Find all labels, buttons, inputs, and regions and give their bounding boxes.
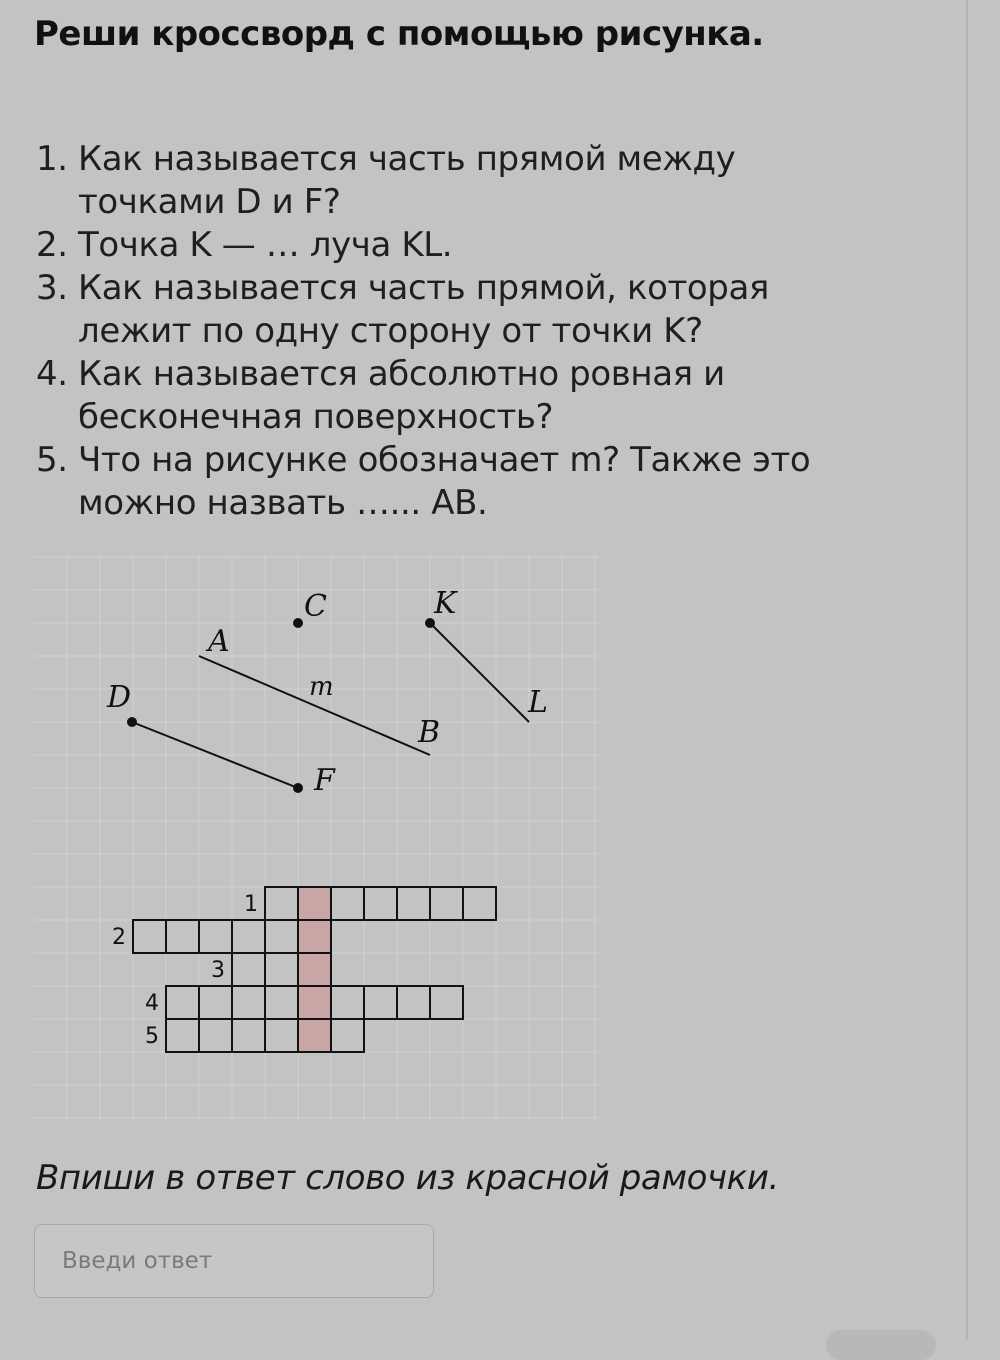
point-d — [127, 717, 137, 727]
crossword-cell-highlighted — [298, 986, 331, 1019]
question-text-line: можно назвать …... AB. — [78, 483, 488, 523]
label-k: K — [434, 586, 457, 621]
crossword-cell — [397, 986, 430, 1019]
task-title: Реши кроссворд с помощью рисунка. — [34, 14, 764, 54]
question-text-line: точками D и F? — [78, 182, 341, 222]
question-number: 2. — [36, 225, 68, 265]
crossword-row-number: 3 — [211, 958, 225, 983]
question-number: 5. — [36, 440, 68, 480]
crossword-cell — [199, 986, 232, 1019]
question-item — [36, 439, 916, 525]
crossword-row-number: 5 — [145, 1024, 159, 1049]
question-number: 1. — [36, 139, 68, 179]
answer-input[interactable] — [34, 1224, 434, 1298]
question-number: 3. — [36, 268, 68, 308]
crossword-cell — [232, 920, 265, 953]
label-m: m — [309, 672, 334, 702]
label-d: D — [107, 680, 132, 715]
crossword-cell — [265, 887, 298, 920]
crossword-cell — [430, 986, 463, 1019]
label-f: F — [314, 763, 335, 798]
answer-instruction: Впиши в ответ слово из красной рамочки. — [36, 1158, 779, 1198]
ray-kl — [430, 623, 529, 722]
crossword-cell-highlighted — [298, 1019, 331, 1052]
crossword-cell — [133, 920, 166, 953]
figure-canvas — [34, 555, 598, 1120]
crossword-cell — [265, 986, 298, 1019]
question-list — [36, 138, 916, 525]
line-m — [199, 656, 430, 755]
crossword-cell — [331, 887, 364, 920]
crossword-cell — [397, 887, 430, 920]
point-c — [293, 618, 303, 628]
crossword-cell — [430, 887, 463, 920]
question-text-line: Как называется часть прямой между — [78, 139, 736, 179]
label-c: C — [304, 589, 327, 624]
crossword-cell — [232, 953, 265, 986]
crossword-cell-highlighted — [298, 887, 331, 920]
crossword-cell-highlighted — [298, 953, 331, 986]
question-text-line: лежит по одну сторону от точки K? — [78, 311, 703, 351]
question-item — [36, 224, 916, 267]
crossword-cell — [166, 920, 199, 953]
crossword-cell-highlighted — [298, 920, 331, 953]
crossword-cell — [199, 920, 232, 953]
crossword-cell — [265, 1019, 298, 1052]
question-item — [36, 353, 916, 439]
question-text-line: бесконечная поверхность? — [78, 397, 554, 437]
question-text-line: Точка K — … луча KL. — [78, 225, 453, 265]
crossword-cell — [166, 986, 199, 1019]
geometry-figure — [34, 555, 598, 1120]
question-text-line: Как называется часть прямой, которая — [78, 268, 769, 308]
crossword-row-number: 4 — [145, 991, 159, 1016]
crossword-cell — [232, 986, 265, 1019]
crossword-cell — [232, 1019, 265, 1052]
bottom-button-partial[interactable] — [826, 1330, 936, 1360]
crossword-cell — [364, 887, 397, 920]
crossword-cell — [265, 920, 298, 953]
question-item — [36, 138, 916, 224]
crossword-row-number: 1 — [244, 892, 258, 917]
crossword-cell — [364, 986, 397, 1019]
crossword-row-number: 2 — [112, 925, 126, 950]
crossword-cell — [265, 953, 298, 986]
crossword-grid — [112, 887, 496, 1052]
point-f — [293, 783, 303, 793]
label-b: B — [418, 715, 441, 750]
label-a: A — [208, 624, 230, 659]
crossword-cell — [166, 1019, 199, 1052]
question-text-line: Что на рисунке обозначает m? Также это — [78, 440, 811, 480]
crossword-cell — [199, 1019, 232, 1052]
question-item — [36, 267, 916, 353]
crossword-cell — [331, 986, 364, 1019]
label-l: L — [528, 685, 548, 720]
crossword-cell — [331, 1019, 364, 1052]
question-text-line: Как называется абсолютно ровная и — [78, 354, 725, 394]
crossword-cell — [463, 887, 496, 920]
question-number: 4. — [36, 354, 68, 394]
